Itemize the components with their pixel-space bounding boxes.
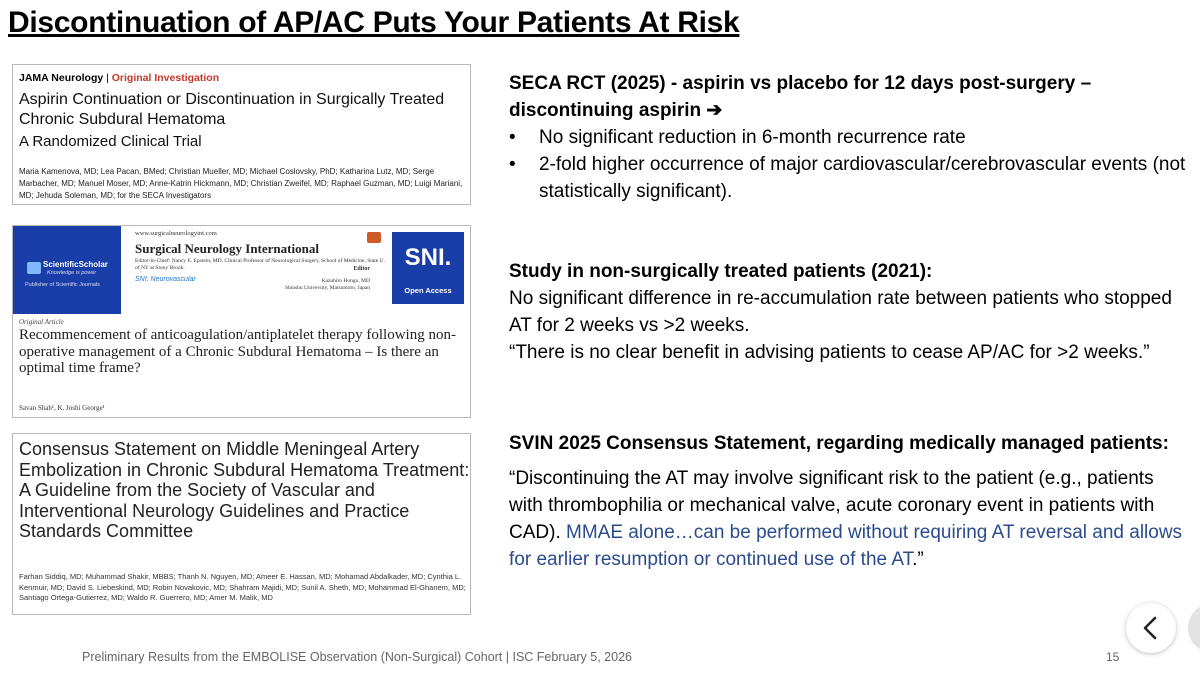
- article-authors: Farhan Siddiq, MD; Muhammad Shakir, MBBS; Thanh N. Nguyen, MD; Ameer E. Hassan, MD; Mohamad Abdalkader, MD; Cynthia L. Kenmuir, MD; David S. Liebeskind, MD; Robin Novakovic, MD; Shahram Majidi, MD; Sunil A. Sheth, MD; Mohammad El-Ghanem, MD; Santiago Ortega-Gutierrez, MD; Waldo R. Guerrero, MD; Amer M. Malik, MD: [19, 572, 466, 602]
- bullet-item: • No significant reduction in 6-month recurrence rate: [509, 124, 1189, 151]
- jama-article-card: [12, 64, 471, 205]
- svin-quote: [509, 465, 1189, 573]
- previous-slide-button[interactable]: [1126, 603, 1176, 653]
- chevron-left-icon: [1141, 616, 1161, 640]
- article-subtitle: A Randomized Clinical Trial: [19, 133, 202, 150]
- publisher-banner: [13, 226, 121, 314]
- journal-section: SNI: Neurovascular: [135, 276, 196, 283]
- sni-logo: SNI.: [404, 244, 452, 271]
- slide-title: Discontinuation of AP/AC Puts Your Patients At Risk: [8, 6, 740, 39]
- publisher-line: Publisher of Scientific Journals: [25, 282, 100, 288]
- nonsurgical-body: No significant difference in re-accumulation rate between patients who stopped AT for 2 weeks vs >2 weeks.: [509, 288, 1172, 336]
- seca-section: [509, 70, 1189, 205]
- sni-article-card: [12, 225, 471, 418]
- journal-emblem-icon: [367, 232, 381, 243]
- scientificscholar-logo-icon: [27, 262, 41, 274]
- journal-name: JAMA Neurology: [19, 72, 104, 84]
- article-type: Original Article: [19, 318, 64, 326]
- article-title: Consensus Statement on Middle Meningeal Artery Embolization in Chronic Subdural Hematoma Treatment: A Guideline from the Society of Vascular and Interventional Neurology Guidelines and Practice Standards Committee: [19, 439, 470, 541]
- journal-header: [19, 72, 219, 84]
- open-access-label: Open Access: [404, 286, 452, 295]
- nonsurgical-heading: Study in non-surgically treated patients (2021):: [509, 261, 933, 282]
- svin-quote-start: “Discontinuing the AT may involve significant risk to the patient (e.g., patients with thrombophilia or mechanical valve, acute coronary event in patients with CAD).: [509, 468, 1155, 543]
- nonsurgical-quote: “There is no clear benefit in advising patients to cease AP/AC for >2 weeks.”: [509, 342, 1150, 363]
- journal-name: Surgical Neurology International: [135, 241, 319, 256]
- sni-logo-box: [392, 232, 464, 304]
- editor-info: [240, 278, 370, 291]
- svin-quote-highlight: MMAE alone…can be performed without requiring AT reversal and allows for earlier resumption or continued use of the AT: [509, 522, 1183, 570]
- slide-footer: Preliminary Results from the EMBOLISE Observation (Non-Surgical) Cohort | ISC February 5, 2026: [82, 650, 632, 664]
- bullet-item: • 2-fold higher occurrence of major cardiovascular/cerebrovascular events (not statistically significant).: [509, 151, 1189, 205]
- page-number: 15: [1106, 650, 1120, 664]
- article-type: Original Investigation: [111, 72, 220, 84]
- svin-section: [509, 430, 1189, 573]
- next-slide-button[interactable]: [1188, 603, 1200, 653]
- editor-affiliation: Shinshu University, Matsumoto, Japan: [284, 284, 370, 291]
- nonsurgical-section: [509, 258, 1189, 366]
- article-authors: Maria Kamenova, MD; Lea Pacan, BMed; Christian Mueller, MD; Michael Coslovsky, PhD; Katharina Lutz, MD; Serge Marbacher, MD; Manuel Moser, MD; Anne-Katrin Hickmann, MD; Christian Zweifel, MD; Raphael Guzman, MD; Luigi Mariani, MD; Jehuda Soleman, MD; for the SECA Investigators: [19, 167, 463, 200]
- svin-article-card: [12, 433, 471, 615]
- editor-in-chief: Editor-in-Chief: Nancy E. Epstein, MD, Clinical Professor of Neurological Surgery, School of Medicine, State U. of NY at Stony Brook.: [135, 258, 385, 271]
- journal-url: www.surgicalneurologyint.com: [135, 230, 217, 237]
- article-title: Aspirin Continuation or Discontinuation in Surgically Treated Chronic Subdural Hematoma: [19, 91, 445, 128]
- editor-label: Editor: [353, 266, 370, 272]
- article-title: Recommencement of anticoagulation/antiplatelet therapy following non-operative management of a Chronic Subdural Hematoma – Is there an optimal time frame?: [19, 327, 456, 376]
- journal-separator: |: [103, 72, 112, 84]
- seca-bullets: [509, 124, 1189, 205]
- seca-heading: [509, 70, 1189, 124]
- article-authors: Savan Shah¹, K. Joshi George¹: [19, 404, 105, 412]
- publisher-brand: ScientificScholar: [43, 260, 108, 269]
- svin-heading: SVIN 2025 Consensus Statement, regarding medically managed patients:: [509, 433, 1169, 454]
- svin-quote-end: .”: [912, 549, 924, 570]
- editor-name: Kazuhiro Hongo, MD: [321, 278, 370, 284]
- seca-heading-text: SECA RCT (2025) - aspirin vs placebo for 12 days post-surgery – discontinuing aspirin: [509, 73, 1092, 121]
- arrow-right-icon: ➔: [706, 100, 723, 121]
- publisher-tagline: Knowledge is power: [47, 270, 97, 276]
